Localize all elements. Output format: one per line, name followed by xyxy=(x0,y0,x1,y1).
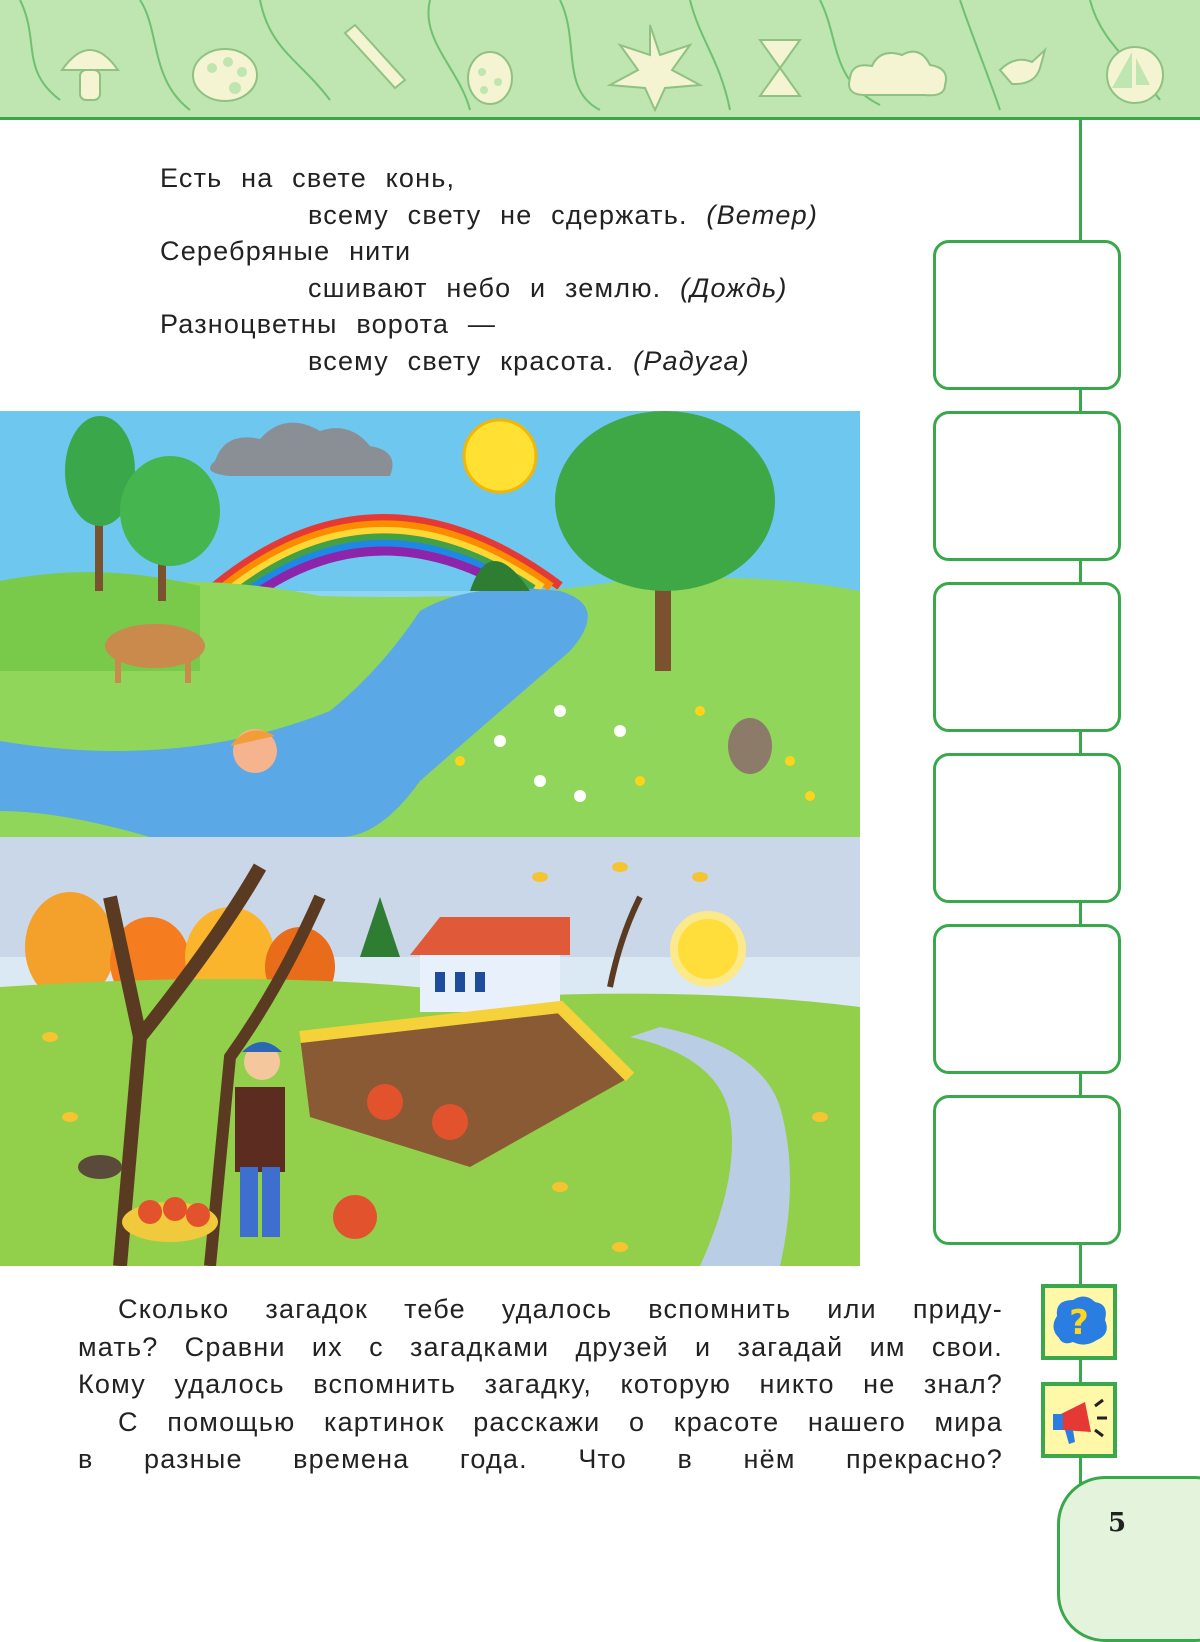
header-band xyxy=(0,0,1200,120)
answer-box-4[interactable] xyxy=(933,753,1121,903)
mushroom-icon xyxy=(62,50,118,100)
question-paragraph-2 xyxy=(78,1404,1003,1479)
riddle-3-line-1: Разноцветны ворота — xyxy=(160,309,497,339)
autumn-illustration xyxy=(0,837,860,1266)
ladybug-icon xyxy=(468,52,512,104)
hourglass-icon xyxy=(760,40,800,96)
speaker-icon-box xyxy=(1041,1382,1117,1458)
riddle-1-line-1: Есть на свете конь, xyxy=(160,163,456,193)
answer-box-5[interactable] xyxy=(933,924,1121,1074)
riddle-1-answer: (Ветер) xyxy=(706,199,819,230)
answer-box-1[interactable] xyxy=(933,240,1121,390)
pencil-icon xyxy=(345,25,405,88)
question-icon-box xyxy=(1041,1284,1117,1360)
riddle-2-text: сшивают небо и землю. xyxy=(308,272,662,303)
maple-leaf-icon xyxy=(610,25,700,110)
cloud-icon xyxy=(849,52,946,96)
riddle-2-line-2 xyxy=(160,270,818,307)
answer-box-3[interactable] xyxy=(933,582,1121,732)
answer-box-2[interactable] xyxy=(933,411,1121,561)
riddle-1-text: всему свету не сдержать. xyxy=(308,199,688,230)
page-number: 5 xyxy=(1108,1508,1127,1538)
summer-illustration xyxy=(0,411,860,837)
questions-block xyxy=(78,1291,1003,1479)
question-icon xyxy=(1045,1288,1113,1356)
question-1-row-2: мать? Сравни их с загадками друзей и загадай им свои. xyxy=(78,1331,1003,1362)
riddle-1-line-2 xyxy=(160,197,818,234)
header-decoration xyxy=(0,0,1200,117)
megaphone-icon xyxy=(1045,1386,1113,1454)
question-2-row-1: С помощью картинок расскажи о красоте нашего мира xyxy=(118,1406,1003,1437)
answer-box-6[interactable] xyxy=(933,1095,1121,1245)
riddles-block xyxy=(160,160,818,379)
bird-icon xyxy=(1000,50,1045,84)
question-1-row-1: Сколько загадок тебе удалось вспомнить или приду- xyxy=(118,1294,1003,1324)
riddle-3-answer: (Радуга) xyxy=(633,345,750,376)
question-1-row-3: Кому удалось вспомнить загадку, которую никто не знал? xyxy=(78,1369,1003,1400)
riddle-2-answer: (Дождь) xyxy=(680,272,788,303)
svg-text:?: ? xyxy=(1069,1303,1089,1343)
riddle-3-text: всему свету красота. xyxy=(308,345,615,376)
sailboat-icon xyxy=(1107,47,1163,103)
question-2-row-2: в разные времена года. Что в нём прекрасно? xyxy=(78,1444,1003,1475)
page-number-tab xyxy=(1057,1476,1200,1642)
question-paragraph-1 xyxy=(78,1291,1003,1404)
riddle-3-line-2 xyxy=(160,343,818,380)
palette-icon xyxy=(193,49,257,101)
riddle-2-line-1: Серебряные нити xyxy=(160,236,412,266)
